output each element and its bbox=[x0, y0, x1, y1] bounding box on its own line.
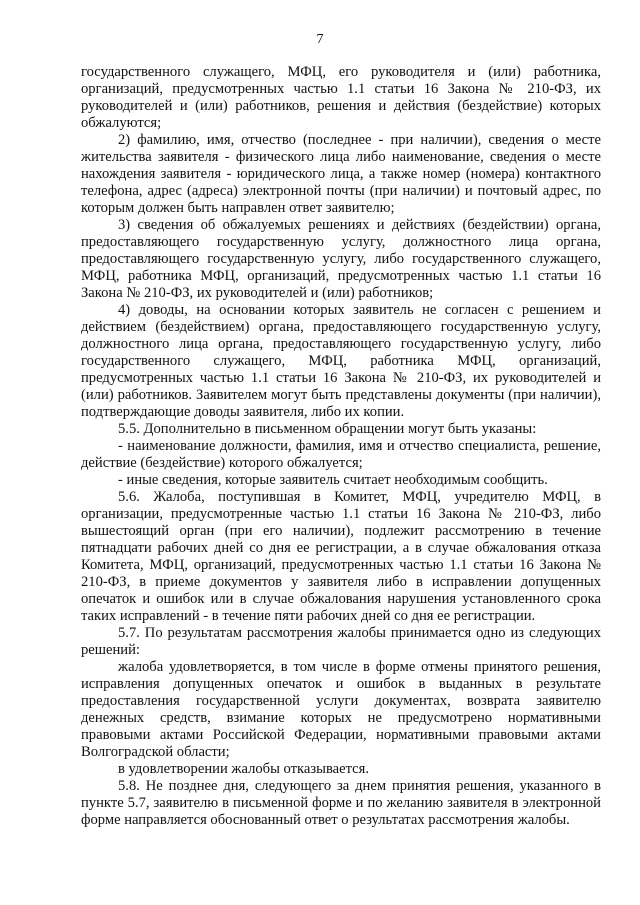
paragraph-5-7-option-2: в удовлетворении жалобы отказывается. bbox=[118, 761, 370, 777]
paragraph-5-5-item-2: - иные сведения, которые заявитель считает необходимым сообщить. bbox=[118, 472, 548, 488]
paragraph-5-6: 5.6. Жалоба, поступившая в Комитет, МФЦ, учредителю МФЦ, в организации, предусмотренные частью 1.1 статьи 16 Закона № 210-ФЗ, либо вышестоящий орган (при его наличии), подлежит рассмотрению в течение пятнадцати рабочих дней со дня ее регистрации, а в случае обжалования отказа Комитета, МФЦ, организаций, предусмотренных частью 1.1 статьи 16 Закона № 210-ФЗ, в приеме документов у заявителя либо в исправлении допущенных опечаток и ошибок или в случае обжалования нарушения установленного срока таких исправлений - в течение пяти рабочих дней со дня ее регистрации. bbox=[81, 489, 601, 624]
paragraph-5-8: 5.8. Не позднее дня, следующего за днем принятия решения, указанного в пункте 5.7, заявителю в письменной форме и по желанию заявителя в электронной форме направляется обоснованный ответ о результатах рассмотрения жалобы. bbox=[81, 778, 601, 828]
paragraph-5-5-item-1: - наименование должности, фамилия, имя и отчество специалиста, решение, действие (бездействие) которого обжалуется; bbox=[81, 438, 601, 471]
paragraph-5-7-option-1: жалоба удовлетворяется, в том числе в форме отмены принятого решения, исправления допущенных опечаток и ошибок в выданных в результате предоставления государственной услуги документах, возврата заявителю денежных средств, взимание которых не предусмотрено нормативными правовыми актами Российской Федерации, нормативными правовыми актами Волгоградской области; bbox=[81, 659, 601, 760]
paragraph-5-5: 5.5. Дополнительно в письменном обращении могут быть указаны: bbox=[118, 421, 537, 437]
paragraph-5-7: 5.7. По результатам рассмотрения жалобы принимается одно из следующих решений: bbox=[81, 625, 601, 658]
page-number: 7 bbox=[316, 32, 324, 47]
paragraph-continuation: государственного служащего, МФЦ, его руководителя и (или) работника, организаций, предусмотренных частью 1.1 статьи 16 Закона № 210-ФЗ, их руководителей и (или) работников, решения и действия (бездействие) которых обжалуются; bbox=[81, 64, 601, 131]
paragraph-item-3: 3) сведения об обжалуемых решениях и действиях (бездействии) органа, предоставляющего государственную услугу, должностного лица органа, предоставляющего государственную услугу, либо государственного служащего, МФЦ, работника МФЦ, организаций, предусмотренных частью 1.1 статьи 16 Закона № 210-ФЗ, их руководителей и (или) работников; bbox=[81, 217, 601, 301]
paragraph-item-4: 4) доводы, на основании которых заявитель не согласен с решением и действием (бездействием) органа, предоставляющего государственную услугу, должностного лица органа, предоставляющего государственную услугу, либо государственного служащего, МФЦ, работника МФЦ, организаций, предусмотренных частью 1.1 статьи 16 Закона № 210-ФЗ, их руководителей и (или) работников. Заявителем могут быть представлены документы (при наличии), подтверждающие доводы заявителя, либо их копии. bbox=[81, 302, 601, 420]
paragraph-item-2: 2) фамилию, имя, отчество (последнее - при наличии), сведения о месте жительства заявителя - физического лица либо наименование, сведения о месте нахождения заявителя - юридического лица, а также номер (номера) контактного телефона, адрес (адреса) электронной почты (при наличии) и почтовый адрес, по которым должен быть направлен ответ заявителю; bbox=[81, 132, 601, 216]
document-body bbox=[81, 64, 601, 829]
